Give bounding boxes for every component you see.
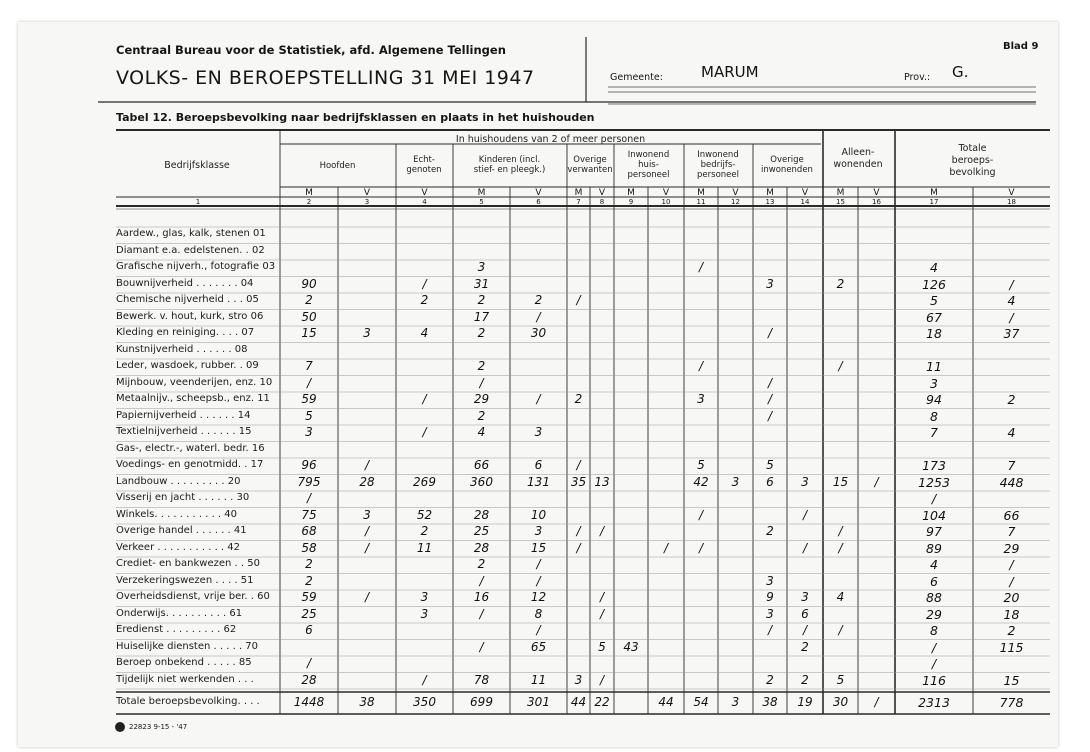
census-form-sheet [18, 22, 1058, 747]
data-cell: / [802, 507, 808, 522]
data-cell: / [698, 507, 704, 522]
data-cell: 5 [305, 408, 313, 423]
data-cell: 37 [1003, 326, 1020, 342]
data-cell: 35 [570, 474, 587, 489]
data-cell: 15 [301, 326, 317, 341]
data-cell: 448 [999, 474, 1024, 490]
data-cell: 66 [473, 458, 490, 473]
data-cell: / [663, 540, 669, 555]
data-cell: 42 [693, 474, 709, 489]
data-cell: 7 [1007, 458, 1016, 474]
data-cell: 65 [530, 639, 547, 654]
data-cell: 2 [766, 524, 774, 539]
data-cell: 25 [473, 524, 490, 539]
data-cell: / [698, 540, 704, 555]
data-cell: 6 [766, 474, 774, 489]
data-cell: / [479, 639, 484, 654]
data-cell: / [931, 656, 937, 672]
mv-label: V [421, 188, 428, 198]
data-cell: / [874, 474, 879, 489]
data-cell: 2 [477, 408, 486, 423]
data-cell: 29 [926, 606, 942, 622]
column-number: 8 [599, 198, 605, 206]
total-cell: / [874, 695, 879, 709]
row-label: Crediet- en bankwezen . . 50 [116, 558, 260, 570]
data-cell: / [599, 606, 605, 621]
data-cell: 16 [473, 590, 490, 605]
data-cell: 3 [801, 474, 809, 489]
data-cell: 11 [416, 540, 433, 555]
data-cell: 2 [574, 392, 583, 407]
data-cell: / [576, 524, 581, 539]
total-cell: 38 [359, 695, 375, 709]
data-cell: 5 [598, 639, 606, 654]
data-cell: 3 [766, 606, 774, 621]
form-title: VOLKS- EN BEROEPSTELLING 31 MEI 1947 [116, 67, 535, 89]
data-cell: 795 [297, 474, 321, 489]
data-cell: / [838, 524, 843, 539]
huispersoneel-heading: Inwonend huis- personeel [627, 150, 670, 180]
data-cell: 2 [420, 293, 429, 308]
data-cell: / [838, 540, 843, 555]
table-title: Tabel 12. Beroepsbevolking naar bedrijfsklassen en plaats in het huishouden [116, 111, 595, 124]
column-number: 6 [536, 198, 541, 206]
column-number: 5 [479, 198, 484, 206]
data-cell: 3 [930, 375, 938, 391]
total-cell: 38 [762, 695, 778, 709]
row-label: Aardew., glas, kalk, stenen 01 [116, 228, 266, 240]
data-cell: 2 [801, 672, 809, 687]
data-cell: 126 [922, 276, 946, 292]
column-number: 2 [306, 198, 312, 206]
mv-label: V [873, 188, 880, 198]
data-cell: / [931, 491, 937, 507]
gemeente-label: Gemeente: [610, 72, 663, 83]
row-label: Metaalnijv., scheepsb., enz. 11 [116, 393, 270, 405]
mv-label: V [662, 188, 670, 198]
data-cell: / [306, 491, 312, 506]
data-cell: / [931, 639, 937, 655]
data-cell: / [306, 375, 312, 390]
row-label: Grafische nijverh., fotografie 03 [116, 261, 276, 273]
column-number: 17 [929, 198, 939, 206]
data-cell: 59 [301, 392, 317, 407]
row-label: Textielnijverheid . . . . . . 15 [116, 426, 252, 438]
data-cell: 28 [473, 507, 490, 522]
data-cell: 3 [363, 326, 371, 341]
data-cell: 10 [530, 507, 547, 522]
row-label: Kunstnijverheid . . . . . . 08 [116, 343, 248, 355]
data-cell: 7 [930, 425, 938, 441]
data-cell: 30 [530, 326, 547, 341]
data-cell: 3 [477, 260, 486, 275]
mv-label: V [1008, 188, 1015, 198]
data-cell: 3 [801, 590, 809, 605]
data-cell: 5 [836, 672, 845, 687]
row-label: Overige handel . . . . . . 41 [116, 525, 247, 537]
data-cell: 15 [530, 540, 547, 555]
data-cell: 20 [1003, 590, 1020, 606]
column-number: 12 [731, 198, 740, 206]
data-cell: 17 [473, 309, 490, 324]
data-cell: 3 [420, 606, 429, 621]
data-cell: 3 [731, 474, 740, 489]
bedrijfspersoneel-heading: Inwonend bedrijfs- personeel [697, 150, 739, 180]
mv-label: M [697, 188, 705, 198]
data-cell: 96 [301, 458, 317, 473]
row-label: Verzekeringswezen . . . . 51 [116, 574, 254, 586]
row-label: Mijnbouw, veenderijen, enz. 10 [116, 376, 273, 388]
data-cell: 3 [305, 425, 313, 440]
data-cell: 2 [305, 557, 313, 572]
data-cell: 50 [301, 309, 317, 324]
data-cell: 3 [534, 524, 543, 539]
row-label: Visserij en jacht . . . . . . 30 [116, 492, 250, 504]
mv-label: V [363, 188, 371, 198]
total-cell: 699 [470, 695, 493, 709]
data-cell: 4 [477, 425, 486, 440]
data-cell: / [838, 359, 843, 374]
data-cell: 29 [473, 392, 490, 407]
data-cell: 15 [832, 474, 849, 489]
data-cell: 4 [930, 557, 938, 573]
data-cell: 116 [922, 672, 946, 688]
cbs-seal-icon [115, 722, 125, 732]
data-cell: 269 [413, 474, 436, 489]
data-cell: 4 [1007, 293, 1016, 309]
inwonenden-heading: Overige inwonenden [761, 155, 813, 175]
row-label: Tijdelijk niet werkenden . . . [116, 673, 254, 685]
data-cell: 28 [301, 672, 317, 687]
data-cell: / [536, 557, 541, 572]
total-cell: 44 [658, 695, 674, 709]
data-cell: 2 [801, 639, 809, 654]
data-cell: 18 [1003, 606, 1020, 622]
data-cell: / [479, 606, 484, 621]
data-cell: / [1009, 276, 1014, 292]
data-cell: 78 [473, 672, 490, 687]
data-cell: / [1009, 573, 1014, 589]
data-cell: / [599, 590, 605, 605]
data-cell: / [1009, 309, 1014, 325]
column-number: 10 [661, 198, 671, 206]
row-label: Onderwijs. . . . . . . . . . 61 [116, 607, 243, 619]
data-cell: 4 [836, 590, 845, 605]
total-cell: 54 [693, 695, 709, 709]
data-cell: 90 [301, 276, 317, 291]
data-cell: / [422, 425, 427, 440]
data-cell: / [698, 260, 704, 275]
column-number: 18 [1007, 198, 1016, 206]
data-cell: / [802, 623, 808, 638]
data-cell: 97 [926, 524, 942, 540]
data-cell: / [536, 623, 541, 638]
data-cell: 15 [1003, 672, 1020, 688]
row-label: Overheidsdienst, vrije ber. . 60 [116, 591, 270, 603]
data-cell: 88 [926, 590, 942, 606]
mv-label: V [535, 188, 542, 198]
data-cell: 5 [930, 293, 938, 309]
data-cell: 8 [930, 623, 938, 639]
column-number: 9 [628, 198, 634, 206]
data-cell: / [422, 672, 427, 687]
data-cell: / [306, 656, 312, 671]
data-cell: 6 [534, 458, 543, 473]
total-cell: 19 [797, 695, 813, 709]
mv-label: M [627, 188, 635, 198]
data-cell: 12 [530, 590, 547, 605]
data-cell: 13 [594, 474, 610, 489]
column-number: 3 [364, 198, 370, 206]
data-cell: 2 [305, 293, 313, 308]
column-number: 13 [765, 198, 775, 206]
total-cell: 44 [570, 695, 587, 709]
total-cell: 301 [527, 695, 550, 709]
data-cell: / [576, 293, 581, 308]
mv-label: M [574, 188, 583, 198]
data-cell: / [422, 276, 427, 291]
total-cell: 778 [999, 695, 1024, 710]
data-cell: 89 [926, 540, 942, 556]
row-label: Bewerk. v. hout, kurk, stro 06 [116, 310, 264, 322]
data-cell: / [599, 672, 605, 687]
data-cell: 29 [1003, 540, 1020, 556]
mv-label: V [598, 188, 606, 198]
data-cell: / [479, 375, 484, 390]
data-cell: 94 [926, 392, 942, 408]
data-cell: / [536, 309, 541, 324]
data-cell: / [422, 392, 427, 407]
column-number: 15 [836, 198, 845, 206]
data-cell: 31 [473, 276, 490, 291]
row-label: Huiselijke diensten . . . . . 70 [116, 640, 259, 652]
total-cell: 30 [832, 695, 849, 709]
row-label: Gas-, electr.-, waterl. bedr. 16 [116, 442, 265, 454]
column-number: 7 [576, 198, 581, 206]
data-cell: 28 [359, 474, 375, 489]
data-cell: / [364, 458, 370, 473]
column-number: 14 [800, 198, 810, 206]
data-cell: / [838, 623, 843, 638]
row-label: Winkels. . . . . . . . . . . 40 [116, 508, 238, 520]
row-label: Eredienst . . . . . . . . . 62 [116, 624, 237, 636]
mv-label: M [930, 188, 938, 198]
column-number: 1 [195, 198, 201, 206]
data-cell: / [767, 326, 773, 341]
data-cell: 3 [766, 276, 774, 291]
data-cell: 3 [574, 672, 583, 687]
total-row-label: Totale beroepsbevolking. . . . [116, 696, 260, 707]
data-cell: 59 [301, 590, 317, 605]
alleenwonenden-heading: Alleen- wonenden [833, 147, 883, 170]
data-cell: 173 [922, 458, 946, 474]
mv-label: M [305, 188, 313, 198]
data-cell: 6 [305, 623, 313, 638]
totale-heading: Totale beroeps- bevolking [949, 143, 996, 178]
data-cell: 5 [766, 458, 774, 473]
prov-value: G. [952, 63, 969, 81]
data-cell: 11 [926, 359, 942, 375]
data-cell: 4 [420, 326, 429, 341]
data-cell: 5 [697, 458, 705, 473]
data-cell: 43 [623, 639, 639, 654]
data-cell: / [364, 540, 370, 555]
data-cell: / [536, 573, 541, 588]
data-cell: / [479, 573, 484, 588]
data-cell: 4 [1007, 425, 1016, 441]
row-label: Papiernijverheid . . . . . . 14 [116, 409, 251, 421]
data-cell: 25 [301, 606, 317, 621]
column-number: 16 [872, 198, 881, 206]
data-cell: 3 [420, 590, 429, 605]
data-cell: 28 [473, 540, 490, 555]
row-label: Beroep onbekend . . . . . 85 [116, 657, 252, 669]
data-cell: 8 [930, 408, 938, 424]
data-cell: 1253 [918, 474, 950, 490]
row-label: Leder, wasdoek, rubber. . 09 [116, 360, 259, 372]
print-code: 22823 9-15 - '47 [129, 723, 188, 731]
data-cell: 58 [301, 540, 317, 555]
data-cell: 2 [534, 293, 543, 308]
data-cell: / [599, 524, 605, 539]
row-label: Kleding en reiniging. . . . 07 [116, 327, 255, 339]
kinderen-heading: Kinderen (incl. stief- en pleegk.) [473, 155, 546, 175]
data-cell: 2 [420, 524, 429, 539]
data-cell: 6 [801, 606, 809, 621]
data-cell: 3 [766, 573, 774, 588]
data-cell: / [536, 392, 541, 407]
data-cell: 18 [926, 326, 942, 342]
data-cell: 7 [1007, 524, 1016, 540]
verwanten-heading: Overige verwanten [567, 155, 613, 175]
data-cell: 9 [766, 590, 774, 605]
mv-label: V [732, 188, 739, 198]
data-cell: 2 [477, 293, 486, 308]
data-cell: 67 [926, 309, 942, 325]
data-cell: 2 [1007, 392, 1016, 408]
data-cell: 68 [301, 524, 317, 539]
data-cell: 52 [416, 507, 433, 522]
prov-label: Prov.: [904, 72, 931, 83]
mv-label: M [477, 188, 486, 198]
row-label: Diamant e.a. edelstenen. . 02 [116, 244, 265, 256]
mv-label: M [766, 188, 774, 198]
data-cell: 115 [999, 639, 1024, 655]
data-cell: / [767, 408, 773, 423]
data-cell: 75 [301, 507, 317, 522]
bureau-line: Centraal Bureau voor de Statistiek, afd. Algemene Tellingen [116, 43, 506, 57]
total-cell: 2313 [918, 695, 950, 710]
total-cell: 1448 [293, 695, 325, 709]
data-cell: / [576, 458, 581, 473]
blad-number: Blad 9 [1003, 41, 1039, 52]
data-cell: 2 [477, 557, 486, 572]
row-label: Verkeer . . . . . . . . . . . 42 [116, 541, 241, 553]
data-cell: 2 [766, 672, 774, 687]
data-cell: 11 [530, 672, 547, 687]
data-cell: / [767, 392, 773, 407]
data-cell: / [802, 540, 808, 555]
data-cell: 3 [534, 425, 543, 440]
data-cell: 2 [305, 573, 313, 588]
data-cell: 6 [930, 573, 938, 589]
data-cell: / [364, 590, 370, 605]
data-cell: 360 [470, 474, 493, 489]
column-number: 4 [422, 198, 427, 206]
data-cell: 3 [363, 507, 371, 522]
row-label: Landbouw . . . . . . . . . 20 [116, 475, 241, 487]
hoofden-heading: Hoofden [319, 161, 356, 171]
total-cell: 3 [731, 695, 740, 709]
gemeente-value: MARUM [701, 63, 759, 81]
data-cell: 2 [477, 326, 486, 341]
total-cell: 350 [413, 695, 436, 709]
data-cell: / [364, 524, 370, 539]
data-cell: 2 [836, 276, 845, 291]
total-cell: 22 [594, 695, 610, 709]
data-cell: / [1009, 557, 1014, 573]
data-cell: 7 [305, 359, 313, 374]
echtgenoten-heading: Echt- genoten [406, 155, 442, 175]
data-cell: 104 [922, 507, 946, 523]
group-heading: In huishoudens van 2 of meer personen [455, 134, 646, 145]
data-cell: / [576, 540, 581, 555]
row-label: Voedings- en genotmidd. . 17 [116, 459, 264, 471]
data-cell: / [767, 623, 773, 638]
data-cell: 66 [1003, 507, 1020, 523]
data-cell: 4 [930, 260, 938, 276]
data-cell: 3 [697, 392, 705, 407]
data-cell: / [767, 375, 773, 390]
data-cell: 131 [527, 474, 550, 489]
data-cell: 2 [477, 359, 486, 374]
bedrijfsklasse-heading: Bedrijfsklasse [164, 160, 230, 171]
data-cell: 2 [1007, 623, 1016, 639]
mv-label: V [801, 188, 809, 198]
data-cell: 8 [534, 606, 543, 621]
data-cell: / [698, 359, 704, 374]
row-label: Chemische nijverheid . . . 05 [116, 294, 259, 306]
column-number: 11 [696, 198, 706, 206]
row-label: Bouwnijverheid . . . . . . . 04 [116, 277, 254, 289]
mv-label: M [836, 188, 845, 198]
